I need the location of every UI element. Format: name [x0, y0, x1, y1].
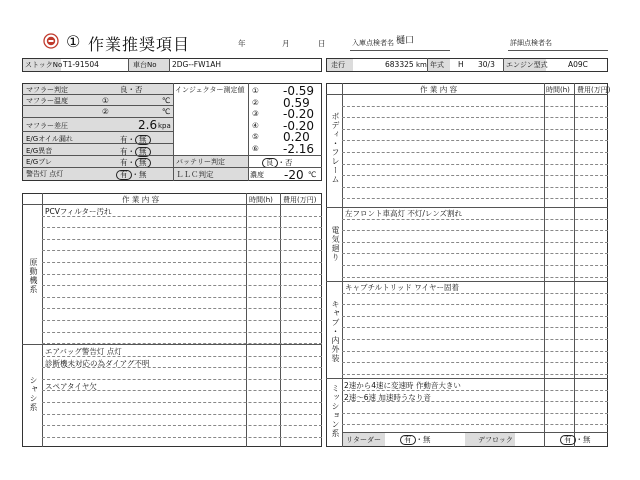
stock-label: ストックNo: [25, 61, 63, 69]
year-value: 30/3: [478, 60, 495, 69]
row-line: [42, 250, 322, 251]
right-header-cost: 費用(万円): [577, 86, 611, 94]
oil-leak-label: E/Gオイル漏れ: [26, 135, 73, 143]
muffler-temp-label: マフラー温度: [26, 97, 68, 105]
row-line: [42, 285, 322, 286]
injector-value: 0.59: [283, 95, 310, 110]
injector-num: ⑤: [252, 132, 259, 141]
temp-2-marker: ②: [102, 107, 109, 116]
engine-label: エンジン型式: [506, 61, 548, 69]
row-line: [342, 187, 608, 188]
right-header-hours: 時間(h): [546, 86, 570, 94]
row-line: [342, 362, 608, 363]
warning-light-value: 有 ・無: [116, 170, 147, 180]
row-line: [342, 117, 608, 118]
battery-value: 良 ・否: [262, 158, 293, 168]
row-line: [42, 320, 322, 321]
logo-icon: [43, 33, 59, 49]
row-line: [342, 198, 608, 199]
month-label: 月: [282, 39, 290, 48]
row-line: [342, 327, 608, 328]
row-line: [342, 219, 608, 220]
muffler-judge-value: 良・否: [120, 85, 143, 94]
chassis-row: 診断機未対応の為ダイアグ不明: [45, 358, 150, 368]
row-line: [42, 437, 322, 438]
page-title: 作業推奨項目: [88, 35, 191, 54]
row-line: [342, 164, 608, 165]
injector-value: -0.59: [283, 84, 315, 98]
row-line: [42, 227, 322, 228]
row-line: [342, 253, 608, 254]
electric-row: 左フロント車高灯 不灯/レンズ割れ: [345, 209, 462, 218]
retarder-value: 有 ・無: [400, 435, 431, 445]
diff-lock-label: デフロック: [478, 436, 513, 444]
vibration-label: E/Gブレ: [26, 158, 52, 166]
battery-label: バッテリー判定: [176, 158, 225, 166]
oil-leak-value: 有・ 無: [120, 135, 151, 145]
row-line: [342, 106, 608, 107]
injector-value: -0.20: [283, 107, 315, 121]
retarder-label: リターダー: [346, 436, 381, 444]
mileage-value: 683325: [385, 60, 414, 69]
vibration-value: 有・ 無: [120, 158, 151, 168]
row-line: [342, 242, 608, 243]
injector-value: 0.20: [283, 130, 310, 144]
chassis-row: エアバッグ警告灯 点灯: [45, 347, 122, 356]
row-line: [342, 339, 608, 340]
row-line: [342, 277, 608, 278]
warning-light-label: 警告灯 点灯: [26, 170, 64, 178]
cab-section-label: キャブ・内外装: [331, 300, 340, 363]
mission-row: 2速から4速に変速時 作動音大きい: [344, 381, 461, 390]
model-label: 車台No: [133, 61, 157, 69]
injector-num: ④: [252, 120, 259, 130]
temp-1-marker: ①: [102, 96, 109, 105]
row-line: [342, 424, 608, 425]
era-value: H: [458, 60, 464, 69]
row-line: [342, 140, 608, 141]
row-line: [342, 316, 608, 317]
mission-row: 2速～6速 加速時うなり音: [344, 392, 431, 402]
row-line: [342, 152, 608, 153]
injector-num: ⑥: [252, 143, 259, 153]
injector-value: -2.16: [283, 141, 315, 156]
kpa-unit: kpa: [158, 122, 171, 130]
left-header-work: 作 業 内 容: [122, 195, 160, 204]
cab-row: キャブチルトリッド ワイヤー固着: [345, 282, 459, 292]
detail-inspector-label: 詳細点検者名: [510, 39, 552, 47]
row-line: [42, 379, 322, 380]
mission-section-label: ミッション系: [331, 384, 340, 438]
row-line: [342, 413, 608, 414]
llc-value: -20: [284, 168, 304, 182]
row-line: [342, 230, 608, 231]
row-line: [42, 402, 322, 403]
year-label: 年: [238, 39, 246, 48]
row-line: [342, 265, 608, 266]
llc-unit: ℃: [308, 170, 317, 179]
row-line: [342, 374, 608, 375]
right-header-work: 作 業 内 容: [420, 85, 458, 94]
km-unit: km: [416, 61, 427, 69]
row-line: [42, 274, 322, 275]
row-line: [42, 425, 322, 426]
row-line: [42, 262, 322, 263]
temp-2-unit: ℃: [162, 107, 171, 116]
abnormal-sound-label: E/G異音: [26, 147, 53, 155]
stock-value: T1-91504: [63, 60, 99, 69]
temp-1-unit: ℃: [162, 96, 171, 105]
llc-conc-label: 濃度: [250, 171, 264, 179]
engine-value: A09C: [568, 60, 588, 69]
inspector-name: 樋口: [396, 36, 415, 46]
inspector-label: 入庫点検者名: [352, 39, 394, 47]
injector-num: ①: [252, 86, 259, 95]
row-line: [342, 175, 608, 176]
muffler-judge-label: マフラー判定: [26, 86, 68, 94]
injector-label: インジェクター測定値: [175, 86, 245, 94]
row-line: [342, 129, 608, 130]
engine-row: PCVフィルター汚れ: [45, 207, 112, 216]
muffler-diff-value: 2.6: [138, 118, 158, 132]
injector-num: ③: [252, 109, 259, 118]
year-model-label: 年式: [430, 61, 444, 69]
chassis-row: スペアタイヤ欠: [45, 381, 97, 391]
row-line: [342, 293, 608, 294]
row-line: [42, 297, 322, 298]
electric-section-label: 電気廻り: [331, 226, 340, 262]
row-line: [42, 308, 322, 309]
day-label: 日: [318, 39, 326, 48]
row-line: [42, 414, 322, 415]
body-section-label: ボディ・フレーム: [331, 112, 340, 184]
row-line: [42, 239, 322, 240]
injector-num: ②: [252, 97, 259, 107]
chassis-section-label: シャシ系: [29, 376, 38, 412]
page-number: ①: [66, 32, 81, 51]
mileage-label: 走行: [331, 61, 345, 69]
row-line: [342, 351, 608, 352]
left-header-cost: 費用(万円): [283, 196, 317, 204]
row-line: [342, 304, 608, 305]
engine-section-label: 原動機系: [29, 258, 38, 294]
muffler-diff-label: マフラー差圧: [26, 122, 68, 130]
diff-lock-value: 有 ・無: [560, 435, 591, 445]
model-value: 2DG--FW1AH: [172, 60, 222, 69]
row-line: [42, 343, 322, 344]
llc-label: ＬＬＣ判定: [176, 170, 214, 179]
abnormal-sound-value: 有・ 無: [120, 147, 151, 157]
row-line: [42, 332, 322, 333]
left-header-hours: 時間(h): [249, 196, 273, 204]
injector-value: -0.20: [283, 118, 315, 133]
